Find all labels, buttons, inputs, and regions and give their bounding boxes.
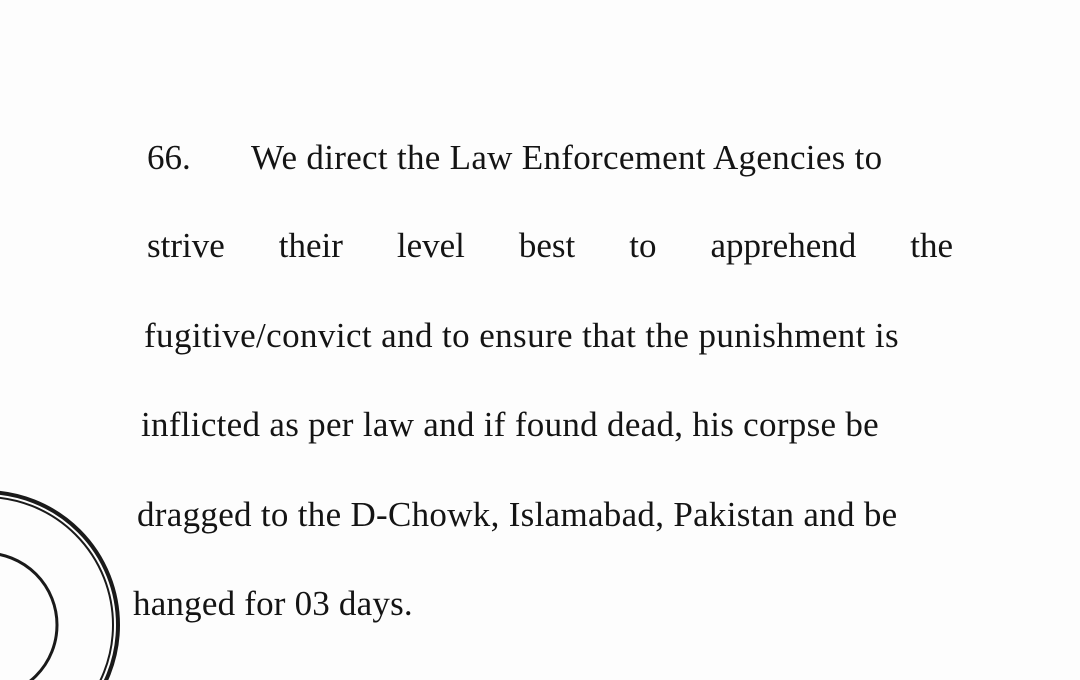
paragraph-line-5: dragged to the D-Chowk, Islamabad, Pakistan and be (137, 495, 898, 534)
paragraph-number: 66. (147, 138, 191, 177)
word: the (910, 226, 953, 265)
paragraph-line-4: inflicted as per law and if found dead, his corpse be (141, 405, 880, 444)
word: their (278, 226, 343, 265)
paragraph-line-2 (147, 228, 953, 263)
word: strive (147, 226, 225, 265)
paragraph-line-6: hanged for 03 days. (133, 584, 413, 623)
word: level (396, 226, 465, 265)
word: best (518, 226, 576, 265)
word: apprehend (710, 226, 857, 265)
paragraph-line-1-text: We direct the Law Enforcement Agencies to (251, 138, 883, 177)
official-seal-stamp (0, 490, 120, 680)
word: to (629, 226, 657, 265)
paragraph-line-3: fugitive/convict and to ensure that the punishment is (144, 316, 900, 355)
paragraph-line-1 (147, 140, 955, 175)
